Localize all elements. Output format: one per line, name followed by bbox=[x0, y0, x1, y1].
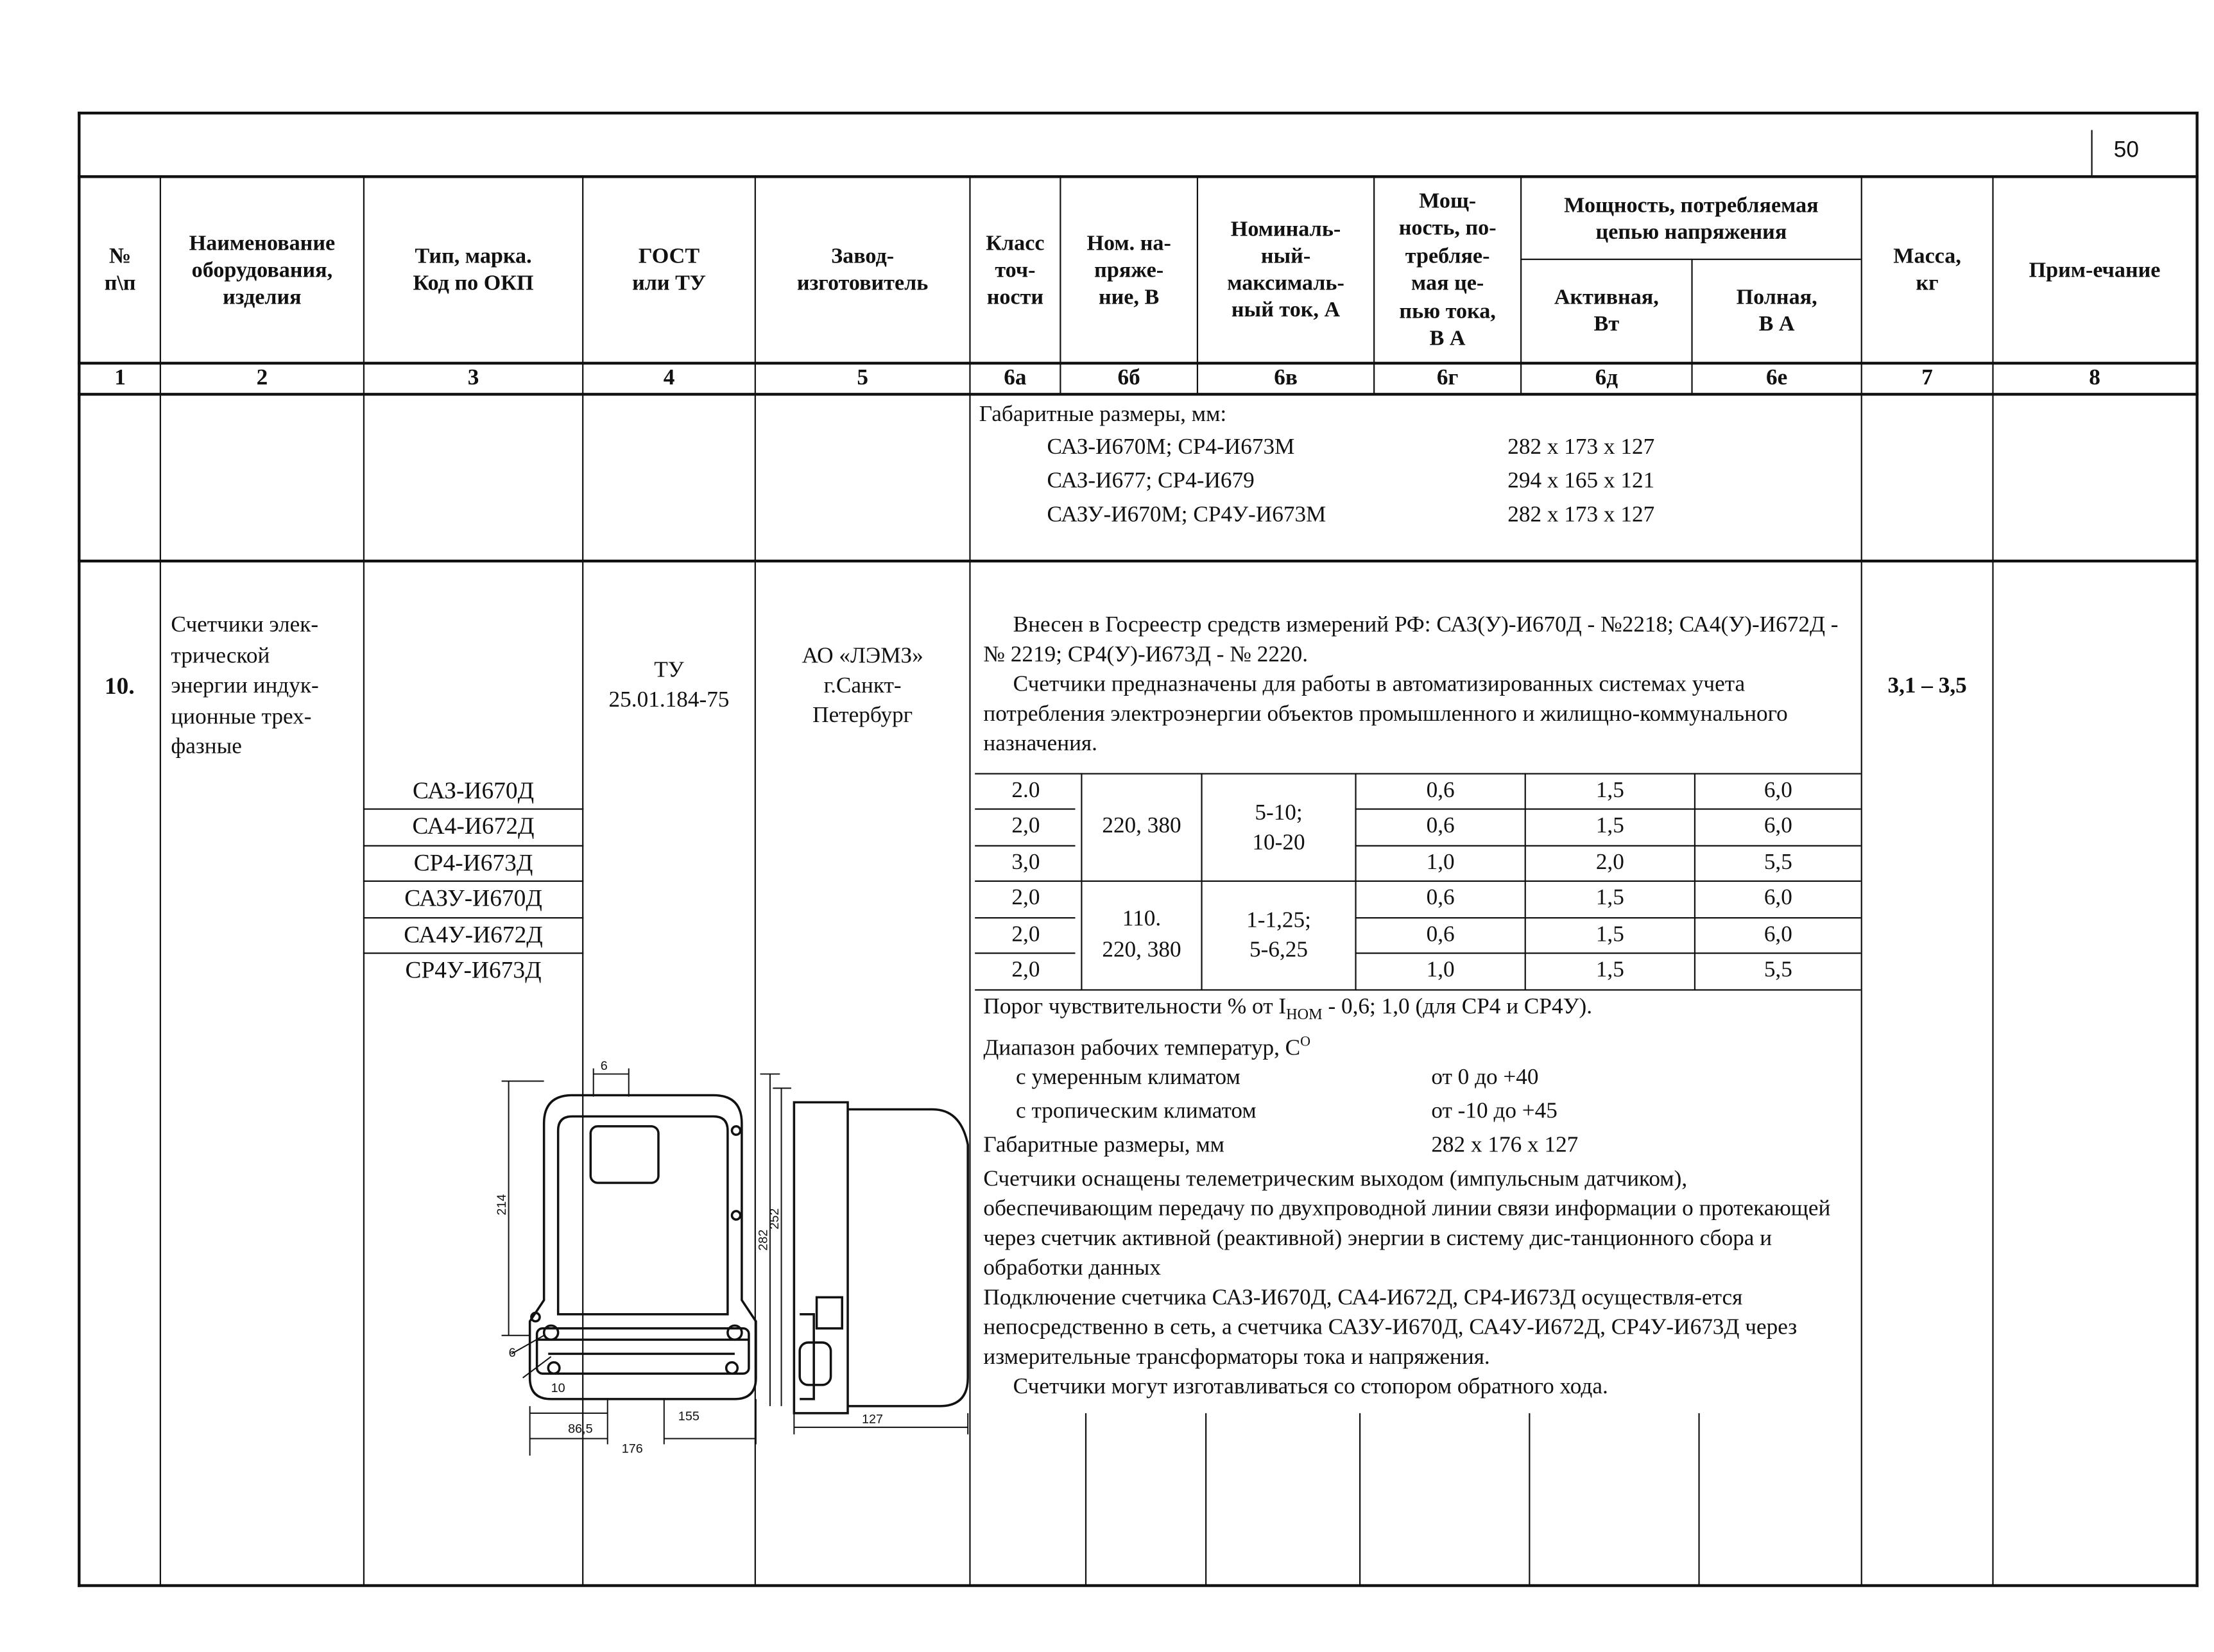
voltage-cell: 110. 220, 380 bbox=[1102, 907, 1181, 963]
current-power-cell: 1,0 bbox=[1426, 850, 1455, 875]
type-line bbox=[363, 917, 583, 918]
page-number: 50 bbox=[2113, 138, 2139, 163]
inner-vline bbox=[1085, 1413, 1086, 1586]
prev-dims-types: САЗУ-И670М; СР4У-И673М bbox=[1047, 503, 1326, 528]
type-item: САЗУ-И670Д bbox=[404, 884, 542, 912]
class-cell: 2.0 bbox=[1011, 779, 1040, 803]
inner-line bbox=[975, 952, 1075, 954]
active-power-cell: 1,5 bbox=[1595, 958, 1624, 983]
dim-252: 252 bbox=[768, 1208, 782, 1230]
colnum-6e: 6е bbox=[1765, 366, 1788, 390]
active-power-cell: 1,5 bbox=[1595, 814, 1624, 838]
numrow-bottom bbox=[78, 393, 2199, 395]
temp-tropical-value: от -10 до +45 bbox=[1431, 1099, 1558, 1124]
full-power-cell: 5,5 bbox=[1763, 958, 1792, 983]
item-manufacturer: АО «ЛЭМЗ» г.Санкт- Петербург bbox=[802, 644, 923, 728]
prev-dims-value: 282 х 173 х 127 bbox=[1507, 503, 1655, 528]
header-col-voltage-power-group: Мощность, потребляемая цепью напряжения bbox=[1564, 193, 1819, 245]
prev-dims-types: САЗ-И677; СР4-И679 bbox=[1047, 469, 1255, 494]
inner-line bbox=[1355, 917, 1860, 918]
temp-moderate-label: с умеренным климатом bbox=[1016, 1065, 1240, 1090]
colnum-3: 3 bbox=[467, 366, 479, 390]
temp-moderate-value: от 0 до +40 bbox=[1431, 1065, 1539, 1090]
sensitivity-sub: НОМ bbox=[1286, 1006, 1323, 1024]
current-cell: 5-10; 10-20 bbox=[1252, 801, 1305, 856]
current-power-cell: 0,6 bbox=[1426, 922, 1455, 947]
header-bottom bbox=[78, 362, 2199, 365]
colnum-6g: 6г bbox=[1436, 366, 1459, 390]
prev-dims-types: САЗ-И670М; СР4-И673М bbox=[1047, 435, 1295, 460]
registry-text: Внесен в Госреестр средств измерений РФ: САЗ(У)-И670Д - №2218; СА4(У)-И672Д - № 2219; СР4(У)-И673Д - № 2220. bbox=[983, 613, 1839, 667]
dim-6-left: 6 bbox=[508, 1345, 516, 1360]
sensitivity-prefix: Порог чувствительности % от I bbox=[983, 995, 1287, 1019]
header-col-voltage: Ном. на- пряже- ние, В bbox=[1086, 231, 1171, 309]
header-col-gost: ГОСТ или ТУ bbox=[632, 244, 706, 296]
dim-10: 10 bbox=[551, 1381, 565, 1395]
active-power-cell: 1,5 bbox=[1595, 779, 1624, 803]
header-col-type: Тип, марка. Код по ОКП bbox=[413, 244, 534, 296]
active-power-cell: 2,0 bbox=[1595, 850, 1624, 875]
header-col-name: Наименование оборудования, изделия bbox=[189, 231, 336, 309]
class-cell: 2,0 bbox=[1011, 814, 1040, 838]
meter-terminal-block bbox=[537, 1329, 749, 1373]
full-power-cell: 6,0 bbox=[1763, 922, 1792, 947]
intro-block bbox=[983, 610, 1848, 759]
item-name: Счетчики элек- трической энергии индук- ционные трех- фазные bbox=[171, 613, 319, 759]
frame-top bbox=[78, 112, 2199, 114]
full-power-cell: 6,0 bbox=[1763, 814, 1792, 838]
header-col-full-power: Полная, В А bbox=[1736, 285, 1817, 337]
current-cell: 1-1,25; 5-6,25 bbox=[1246, 908, 1311, 963]
item-mass: 3,1 – 3,5 bbox=[1887, 674, 1967, 698]
colnum-6b: 6б bbox=[1117, 366, 1140, 390]
inner-line bbox=[975, 845, 1075, 847]
inner-line bbox=[975, 773, 1860, 774]
item-number: 10. bbox=[104, 673, 135, 700]
prev-dims-value: 282 х 173 х 127 bbox=[1507, 435, 1655, 460]
header-col-note: Прим-ечание bbox=[2029, 257, 2161, 282]
class-cell: 2,0 bbox=[1011, 958, 1040, 983]
header-col-current: Номиналь- ный- максималь- ный ток, А bbox=[1227, 218, 1344, 323]
current-power-cell: 0,6 bbox=[1426, 886, 1455, 911]
sensitivity-line bbox=[983, 994, 1592, 1029]
inner-line bbox=[1355, 808, 1860, 809]
temperature-label bbox=[983, 1029, 1310, 1062]
current-power-cell: 0,6 bbox=[1426, 779, 1455, 803]
active-power-cell: 1,5 bbox=[1595, 886, 1624, 911]
type-line bbox=[363, 845, 583, 847]
colnum-1: 1 bbox=[114, 366, 126, 390]
frame-right bbox=[2195, 112, 2198, 1587]
temperature-degree: О bbox=[1300, 1034, 1311, 1051]
colnum-6v: 6в bbox=[1274, 366, 1298, 390]
temp-tropical-label: с тропическим климатом bbox=[1016, 1099, 1257, 1124]
dim-86-5: 86,5 bbox=[568, 1422, 593, 1436]
dim-214: 214 bbox=[495, 1194, 510, 1216]
current-power-cell: 0,6 bbox=[1426, 814, 1455, 838]
inner-vline bbox=[1698, 1413, 1699, 1586]
dims-value: 282 х 176 х 127 bbox=[1431, 1133, 1579, 1158]
temperature-label-text: Диапазон рабочих температур, С bbox=[983, 1036, 1301, 1061]
header-col-mass: Масса, кг bbox=[1893, 244, 1961, 296]
page-number-divider bbox=[2091, 130, 2093, 175]
full-power-cell: 5,5 bbox=[1763, 850, 1792, 875]
colnum-6a: 6а bbox=[1004, 366, 1027, 390]
class-cell: 2,0 bbox=[1011, 922, 1040, 947]
full-power-cell: 6,0 bbox=[1763, 779, 1792, 803]
header-col-current-power: Мощ- ность, по- требляе- мая це- пью тока, В А bbox=[1398, 188, 1497, 351]
dim-155: 155 bbox=[678, 1409, 699, 1424]
colnum-7: 7 bbox=[1921, 366, 1933, 390]
inner-line bbox=[1355, 845, 1860, 847]
colnum-2: 2 bbox=[256, 366, 268, 390]
inner-vline bbox=[1359, 1413, 1360, 1586]
active-power-cell: 1,5 bbox=[1595, 922, 1624, 947]
purpose-text: Счетчики предназначены для работы в автоматизированных системах учета потребления электроэнергии объектов промышленного и жилищно-коммунального назначения. bbox=[983, 673, 1788, 757]
item-gost: ТУ 25.01.184-75 bbox=[608, 658, 730, 712]
header-col-number: № п\п bbox=[104, 244, 136, 296]
inner-line bbox=[975, 881, 1860, 882]
class-cell: 3,0 bbox=[1011, 850, 1040, 875]
type-line bbox=[363, 808, 583, 809]
telemetry-text: Счетчики оснащены телеметрическим выходом (импульсным датчиком), обеспечивающим передачу по двухпроводной линии связи информации о протекающей через счетчик активной (реактивной) энергии в систему дис-танционного сбора и обработки данных bbox=[983, 1167, 1831, 1280]
header-col-manufacturer: Завод- изготовитель bbox=[796, 244, 929, 296]
dim-282: 282 bbox=[756, 1229, 771, 1251]
meter-drawing bbox=[481, 1045, 975, 1470]
inner-line bbox=[1355, 952, 1860, 954]
stopper-text: Счетчики могут изготавливаться со стопором обратного хода. bbox=[1013, 1375, 1608, 1399]
prev-dims-title: Габаритные размеры, мм: bbox=[979, 402, 1227, 427]
connection-text: Подключение счетчика САЗ-И670Д, СА4-И672Д, СР4-И673Д осуществля-ется непосредственно в сеть, а счетчика САЗУ-И670Д, СА4У-И672Д, СР4У-И673Д через измерительные трансформаторы тока и напряжения. bbox=[983, 1286, 1798, 1370]
dims-label: Габаритные размеры, мм bbox=[983, 1133, 1224, 1158]
inner-line bbox=[975, 808, 1075, 809]
sensitivity-suffix: - 0,6; 1,0 (для СР4 и СР4У). bbox=[1322, 995, 1593, 1019]
header-col-active-power: Активная, Вт bbox=[1554, 285, 1659, 337]
prev-dims-value: 294 х 165 х 121 bbox=[1507, 469, 1655, 494]
colnum-4: 4 bbox=[663, 366, 675, 390]
voltage-cell: 220, 380 bbox=[1102, 814, 1181, 838]
meter-window bbox=[590, 1126, 658, 1183]
inner-vline bbox=[1529, 1413, 1530, 1586]
class-cell: 2,0 bbox=[1011, 886, 1040, 911]
type-line bbox=[363, 952, 583, 954]
header-col-accuracy: Класс точ- ности bbox=[986, 231, 1045, 309]
inner-line bbox=[975, 989, 1860, 990]
type-item: СР4-И673Д bbox=[413, 849, 533, 877]
type-item: САЗ-И670Д bbox=[412, 777, 535, 804]
meter-side-view bbox=[794, 1102, 848, 1413]
current-power-cell: 1,0 bbox=[1426, 958, 1455, 983]
colnum-6d: 6д bbox=[1595, 366, 1618, 390]
dim-127: 127 bbox=[862, 1412, 884, 1427]
colnum-5: 5 bbox=[857, 366, 868, 390]
inner-vline bbox=[1205, 1413, 1206, 1586]
frame-bottom bbox=[78, 1584, 2199, 1587]
colnum-8: 8 bbox=[2089, 366, 2100, 390]
type-item: СА4-И672Д bbox=[412, 813, 535, 839]
full-power-cell: 6,0 bbox=[1763, 886, 1792, 911]
type-line bbox=[363, 881, 583, 882]
meter-front-cover bbox=[558, 1117, 728, 1314]
dim-6-top: 6 bbox=[600, 1058, 608, 1073]
row-divider bbox=[78, 560, 2199, 562]
type-item: СР4У-И673Д bbox=[405, 956, 542, 984]
type-item: СА4У-И672Д bbox=[404, 921, 543, 949]
lower-text-block bbox=[983, 1164, 1848, 1402]
inner-line bbox=[975, 917, 1075, 918]
dim-176: 176 bbox=[621, 1441, 643, 1456]
